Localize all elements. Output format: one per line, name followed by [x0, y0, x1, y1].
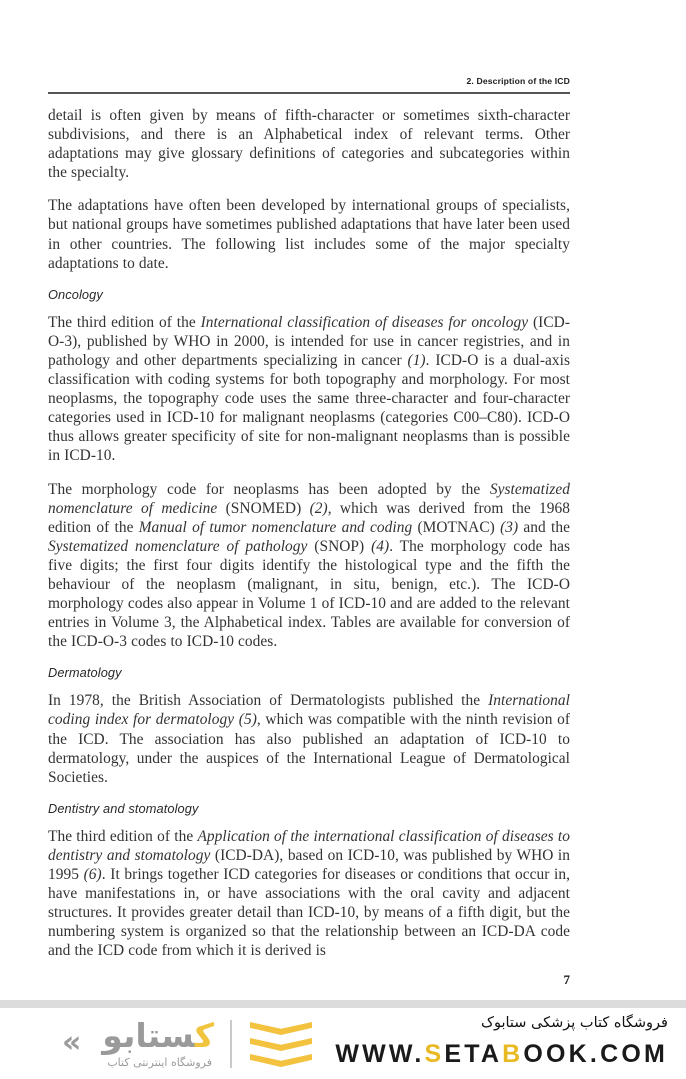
- logo-wordmark-main: ستابو: [102, 1016, 195, 1055]
- text-run: (SNOP): [307, 537, 372, 555]
- running-head: 2. Description of the ICD: [466, 76, 570, 86]
- reference-marker: (1): [407, 351, 426, 369]
- text-run: and the: [518, 518, 570, 536]
- section-heading-dermatology: Dermatology: [48, 665, 122, 681]
- paragraph-adaptations: The adaptations have often been developed by international groups of specialists, but national groups have sometimes published adaptations that have later been used in other countries. The following list includes some of the major specialty adaptations to date.: [48, 197, 570, 272]
- footer-divider-band: [0, 1000, 686, 1008]
- site-footer-banner: [0, 1000, 686, 1079]
- text-run: The third edition of the: [48, 827, 198, 845]
- text-run: , which was compatible with the ninth revision of the ICD. The association has also published an adaptation of ICD-10 to dermatology, under the auspices of the International League of Dermatological Societies.: [48, 711, 570, 786]
- url-letter-b: B: [502, 1040, 524, 1068]
- header-rule: [48, 92, 570, 94]
- url-prefix: WWW.: [335, 1040, 425, 1068]
- page-number: 7: [563, 972, 570, 987]
- footer-content: [0, 1008, 686, 1079]
- chevron-icon: [250, 1054, 312, 1067]
- paragraph-continuation: detail is often given by means of fifth-character or sometimes sixth-character subdivisions, and there is an Alphabetical index of relevant terms. Other adaptations may give glossary definitions of categories and subcategories within the specialty.: [48, 107, 570, 182]
- chevron-icon: [250, 1038, 312, 1051]
- reference-marker: (6): [83, 866, 102, 883]
- paragraph-oncology-2: [48, 480, 570, 652]
- section-heading-oncology: Oncology: [48, 286, 103, 302]
- paragraph-oncology-1: [48, 313, 570, 466]
- reference-marker: (2): [309, 499, 328, 517]
- text-run: . ICD-O is a dual-axis classification with coding systems for both topography and morphology. For most neoplasms, the topography code uses the same three-character and four-character categories used in ICD-10 for malignant neoplasms (categories C00–C80). ICD-O thus allows greater specificity of site for non-malignant neoplasms than is possible in ICD-10.: [48, 351, 570, 465]
- section-heading-dentistry: Dentistry and stomatology: [48, 800, 199, 816]
- text-run: The morphology code for neoplasms has been adopted by the: [48, 480, 490, 498]
- chevron-stack-icon: [250, 1022, 312, 1068]
- logo-wordmark-accent: ک: [194, 1016, 214, 1055]
- text-run: (ICD-DA), based on ICD-10, was published by WHO in 1995: [48, 846, 570, 883]
- paragraph-dentistry-1: [48, 827, 570, 961]
- reference-marker: (3): [500, 518, 519, 536]
- text-run: , which was derived from the 1968 edition of the: [48, 499, 570, 536]
- website-url[interactable]: [328, 1040, 668, 1068]
- work-title: Manual of tumor nomenclature and coding: [138, 518, 413, 536]
- text-run: The third edition of the: [48, 313, 201, 331]
- url-suffix: OOK.COM: [523, 1040, 668, 1068]
- page-body: [48, 106, 570, 974]
- text-run: In 1978, the British Association of Dermatologists published the: [48, 692, 489, 710]
- work-title: Systematized nomenclature of pathology: [48, 537, 308, 555]
- setabook-logo[interactable]: [62, 1014, 332, 1076]
- text-run: . It brings together ICD categories for diseases or conditions that occur in, have manifestations in, or have associations with the oral cavity and adjacent structures. It provides greater detail than ICD-10, by means of a fifth digit, but the numbering system is organized so that the relationship between an ICD-DA code and the ICD code from which it is derived is: [48, 866, 570, 960]
- text-run: (MOTNAC): [412, 518, 501, 536]
- paragraph-dermatology-1: [48, 691, 570, 786]
- text-run: (ICD-O-3), published by WHO in 2000, is intended for use in cancer registries, and in pathology and other departments specializing in cancer: [48, 313, 570, 369]
- url-letters-eta: ETA: [444, 1040, 503, 1068]
- work-title: International classification of diseases for oncology: [200, 313, 529, 331]
- work-title: Application of the international classification of diseases to dentistry and stomatology: [48, 827, 570, 864]
- text-run: . The morphology code has five digits; the first four digits identify the histological type and the fifth the behaviour of the neoplasm (malignant, in situ, benign, etc.). The ICD-O morphology codes also appear in Volume 1 of ICD-10 and are added to the relevant entries in Volume 3, the Alphabetical index. Tables are available for conversion of the ICD-O-3 codes to ICD-10 codes.: [48, 537, 571, 651]
- url-letter-s: S: [424, 1040, 445, 1068]
- logo-subtitle: فروشگاه اینترنتی کتاب: [107, 1056, 212, 1069]
- reference-marker: (4): [371, 537, 390, 555]
- double-chevron-left-icon: «: [62, 1025, 82, 1060]
- footer-tagline: فروشگاه کتاب پزشکی ستابوک: [480, 1015, 668, 1031]
- logo-wordmark: [102, 1016, 214, 1056]
- work-title: International coding index for dermatology (5): [48, 692, 570, 729]
- chevron-icon: [250, 1022, 312, 1035]
- work-title: Systematized nomenclature of medicine: [48, 480, 570, 517]
- logo-divider: [230, 1020, 232, 1068]
- footer-text-block: [328, 1012, 668, 1068]
- text-run: (SNOMED): [217, 499, 310, 517]
